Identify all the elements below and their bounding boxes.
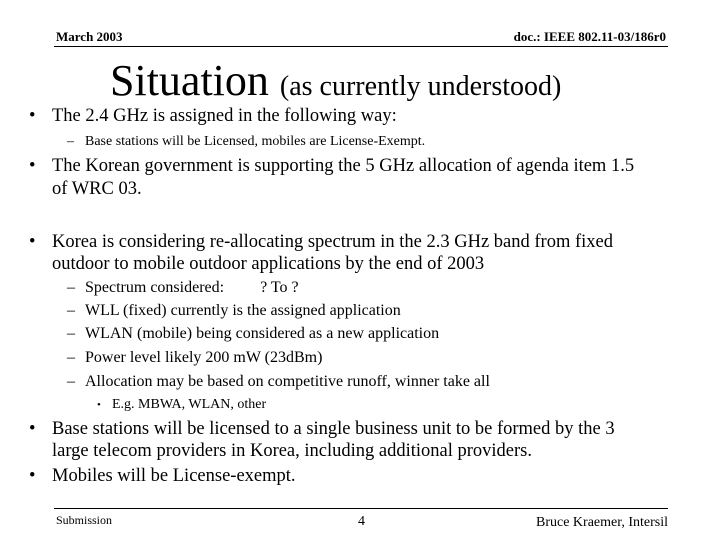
sub-bullet-dash: – (67, 134, 74, 149)
bullet-3-sub-1 (85, 277, 299, 299)
sub-bullet-dash: – (67, 325, 75, 342)
bullet-4-line-1: Base stations will be licensed to a single business unit to be formed by the 3 (52, 419, 615, 439)
title-main: Situation (110, 56, 269, 105)
bullet-3-sub-3: WLAN (mobile) being considered as a new application (85, 325, 440, 342)
bullet-5: Mobiles will be License-exempt. (52, 466, 296, 486)
bullet-dot: • (29, 419, 36, 439)
header-date: March 2003 (56, 29, 123, 44)
title-sub: (as currently understood) (279, 71, 562, 102)
bullet-1: The 2.4 GHz is assigned in the following way: (52, 106, 397, 126)
bullet-2-line-2: of WRC 03. (52, 179, 142, 199)
bullet-4-line-2: large telecom providers in Korea, including additional providers. (52, 441, 533, 461)
sub-bullet-dash: – (67, 279, 75, 296)
header-rule (54, 46, 668, 47)
footer-rule (54, 508, 668, 509)
footer-author: Bruce Kraemer, Intersil (536, 515, 668, 530)
bullet-dot: • (29, 232, 36, 252)
bullet-1-sub-1: Base stations will be Licensed, mobiles are License-Exempt. (85, 134, 426, 149)
slide-title (110, 56, 561, 112)
header-doc-id: doc.: IEEE 802.11-03/186r0 (513, 29, 666, 44)
sub-sub-bullet-dot: • (97, 399, 101, 411)
bullet-dot: • (29, 156, 36, 176)
bullet-dot: • (29, 106, 36, 126)
footer-submission: Submission (56, 513, 113, 527)
spectrum-label: Spectrum considered: (85, 279, 225, 296)
sub-bullet-dash: – (67, 349, 75, 366)
sub-bullet-dash: – (67, 302, 75, 319)
bullet-3-line-1: Korea is considering re-allocating spectrum in the 2.3 GHz band from fixed (52, 232, 613, 252)
bullet-dot: • (29, 466, 36, 486)
bullet-3-sub-5: Allocation may be based on competitive runoff, winner take all (85, 373, 490, 390)
bullet-2-line-1: The Korean government is supporting the 5 GHz allocation of agenda item 1.5 (52, 156, 635, 176)
sub-bullet-dash: – (67, 373, 75, 390)
bullet-3-sub-5-sub-1: E.g. MBWA, WLAN, other (112, 397, 267, 412)
bullet-3-sub-4: Power level likely 200 mW (23dBm) (85, 349, 323, 366)
page-number: 4 (358, 514, 365, 529)
bullet-3-sub-2: WLL (fixed) currently is the assigned application (85, 302, 401, 319)
spectrum-value: ? To ? (260, 279, 299, 296)
bullet-3-line-2: outdoor to mobile outdoor applications by the end of 2003 (52, 254, 485, 274)
